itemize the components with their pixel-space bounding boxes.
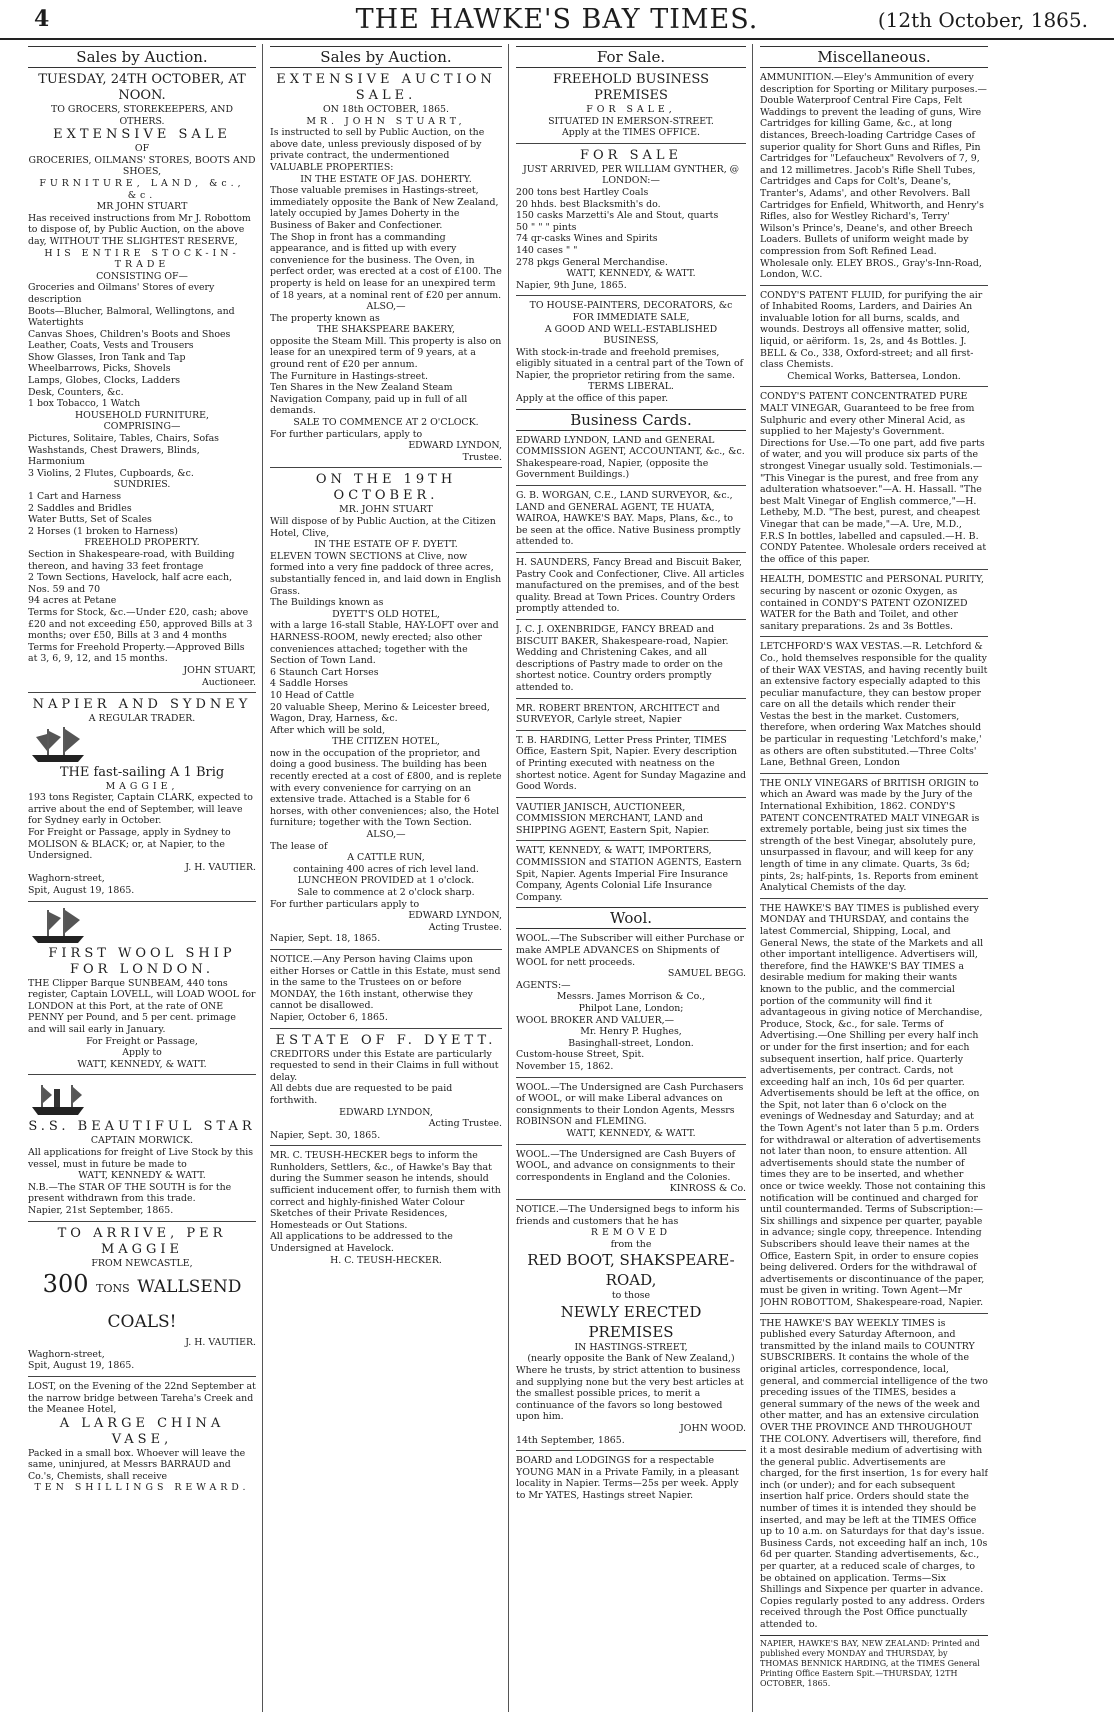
ad-line: Mr. Henry P. Hughes, [580,1026,682,1038]
ad-line: EDWARD LYNDON, [408,440,502,452]
ad-line: BOARD and LODGINGS for a respectable YOUNG MAN in a Private Family, in a pleasant locality in Napier. Terms—25s per week. Apply to Mr YATES, Hastings street Napier. [516,1455,739,1501]
ad-line: NOTICE.—The Undersigned begs to inform his friends and customers that he has [516,1203,740,1227]
ad-line: SAMUEL BEGG. [667,968,746,980]
sketches-ad [270,1145,502,1266]
ad-line: Spit, August 19, 1865. [28,1360,135,1372]
ad-line: GROCERIES, OILMANS' STORES, BOOTS AND SHOES, [28,154,256,178]
business-card: J. C. J. OXENBRIDGE, FANCY BREAD and BISCUIT BAKER, Shakespeare-road, Napier. Wedding and Christening Cakes, and all descriptions of Pastry made to order on the shortest notice. Country orders promptly attended to. [516,619,746,694]
ad-line: CONSISTING OF— [96,270,188,282]
ad-line: opposite the Steam Mill. This property is also on lease for an unexpired term of 9 years, at a ground rent of £20 per annum. [270,335,502,371]
ad-line: JOHN STUART, [183,664,256,676]
column-heading: Sales by Auction. [28,46,256,68]
ad-line: 2 Town Sections, Havelock, half acre each, Nos. 59 and 70 [28,572,233,595]
ad-line: Show Glasses, Iron Tank and Tap [28,351,186,363]
notice-ad-claims [270,949,502,1024]
ad-line: 14th September, 1865. [516,1434,625,1446]
ad-line: Napier, Sept. 30, 1865. [270,1129,381,1141]
ad-line: MR. JOHN STUART, [306,115,466,127]
ammunition-ad: AMMUNITION.—Eley's Ammunition of every description for Sporting or Military purposes.—Double Waterproof Central Fire Caps, Felt Waddings to prevent the leading of guns, Wire Cartridges for killing Game, &c., at long distances, Breech-loading Cartridge Cases of superior quality for Short Guns and Rifles, Pin Cartridges for "Lefaucheux" Revolvers of 7, 9, and 12 millimetres. Jacob's Rifle Shell Tubes, Cartridges and Caps for Colt's, Deane's, Tranter's, Adams', and other Revolvers. Ball Cartridges for Enfield, Whitworth, and Henry's Rifles, also for Westley Richard's, Terry' Wilson's Prince's, Deane's, and other Breech Loaders. Bullets of uniform weight made by compression from Soft Refined Lead. Wholesale only. ELEY BROS., Gray's-Inn-Road, London, W.C. [760,72,987,281]
ad-line: SUNDRIES. [113,479,171,491]
ad-line: SALE TO COMMENCE AT 2 O'CLOCK. [293,417,479,429]
ad-line: Wagon, Dray, Harness, &c. [270,713,398,725]
ad-line: Apply at the TIMES OFFICE. [562,127,700,139]
business-card: H. SAUNDERS, Fancy Bread and Biscuit Baker, Pastry Cook and Confectioner, Clive. All articles manufactured on the premises, and of the best quality. Bread at Town Prices. Country Orders promptly attended to. [516,552,746,615]
ad-line: 50 " " " pints [516,221,577,233]
ad-line: Waghorn-street, [28,1348,105,1360]
ad-line: Napier, 9th June, 1865. [516,279,627,291]
ad-line: WOOL BROKER AND VALUER,— [516,1014,674,1026]
ad-line: FURNITURE, LAND, &c., &c. [39,177,245,201]
ad-line: 4 Saddle Horses [270,678,348,690]
ad-line: Lamps, Globes, Clocks, Ladders [28,375,181,387]
ad-line: Where he trusts, by strict attention to business and supplying none but the very best articles at the smallest possible prices, to merit a continuance of the favors so long bestowed upon him. [516,1365,744,1423]
ad-line: Trustee. [462,451,502,463]
ad-line: J. H. VAUTIER. [185,1337,256,1349]
ad-line: FREEHOLD PROPERTY. [84,537,200,549]
ad-line: The property known as [270,312,380,324]
ad-line: Terms for Stock, &c.—Under £20, cash; above £20 and not exceeding £50, approved Bills at 3 months; over £50, Bills at 3 and 4 months [28,606,253,642]
ad-line: TUESDAY, 24TH OCTOBER, AT NOON. [38,72,246,103]
ad-line: FROM NEWCASTLE, [91,1257,193,1269]
ad-line: Waghorn-street, [28,873,105,885]
ad-line: FOR IMMEDIATE SALE, [572,311,690,323]
sale-ad-william-gynther [516,143,746,292]
ad-line: DYETT'S OLD HOTEL, [332,608,440,620]
ad-line: HIS ENTIRE STOCK-IN-TRADE [44,247,240,271]
ad-line: JUST ARRIVED, PER WILLIAM GYNTHER, @ LONDON:— [522,163,740,187]
ad-line: ON 18th OCTOBER, 1865. [323,104,449,115]
ad-line: Is instructed to sell by Public Auction, on the above date, unless previously disposed of by private contract, the undermentioned VALUABLE PROPERTIES: [270,127,485,173]
ad-line: 2 Saddles and Bridles [28,502,132,514]
ad-line: 3 Violins, 2 Flutes, Cupboards, &c. [28,467,194,479]
malt-vinegar-ad: CONDY'S PATENT CONCENTRATED PURE MALT VINEGAR, Guaranteed to be free from Sulphuric and every other Mineral Acid, as supplied to her Majesty's Government. Directions for Use.—To one part, add five parts of water, and you will produce six parts of the strongest Vinegar usually sold. Testimonials.— "This Vinegar is the purest, and free from any adulteration whatsoever."—A. H. Hassall. "The best Malt Vinegar of English commerce,"—H. Letheby, M.D. "The best, purest, and cheapest Vinegar that can be made,"—A. Ure, M.D., F.R.S In bottles, labelled and capsuled.—H. B. CONDY Patentee. Wholesale orders received at the office of this paper. [760,386,988,565]
ad-line: The Shop in front has a commanding appearance, and is fitted up with every convenience for the business. The Oven, in perfect order, was erected at a cost of £100. The property is held on lease for an unexpired term of 18 years, at a nominal rent of £20 per annum. [270,231,502,301]
ad-line: Spit, August 19, 1865. [28,885,135,897]
ad-line: Canvas Shoes, Children's Boots and Shoes [28,328,231,340]
business-card: EDWARD LYNDON, LAND and GENERAL COMMISSION AGENT, ACCOUNTANT, &c., &c. Shakespeare-road, Napier, (opposite the Government Buildings.) [516,434,745,481]
ad-line: CAPTAIN MORWICK. [90,1135,194,1147]
ad-line: November 15, 1862. [516,1060,614,1072]
ad-line: 200 tons best Hartley Coals [516,186,649,198]
section-heading: Wool. [516,907,746,929]
ad-line: WOOL.—The Subscriber will either Purchase or make AMPLE ADVANCES on Shipments of WOOL for nett proceeds. [516,933,744,968]
business-card: MR. ROBERT BRENTON, ARCHITECT and SURVEYOR, Carlyle street, Napier [516,698,746,726]
ad-line: FOR SALE, [586,104,676,115]
ad-line: IN THE ESTATE OF F. DYETT. [314,539,458,551]
column-miscellaneous [760,44,988,1714]
ad-line: 20 valuable Sheep, Merino & Leicester breed, [270,701,490,713]
ad-line: MR. C. TEUSH-HECKER begs to inform the Runholders, Settlers, &c., of Hawke's Bay that during the Summer season he intends, should sufficient inducement offer, to furnish them with correct and highly-finished Water Colour Sketches of their Private Residences, Homesteads or Out Stations. [270,1150,501,1231]
ad-line: containing 400 acres of rich level land. [293,863,479,875]
business-card: WATT, KENNEDY, & WATT, IMPORTERS, COMMISSION and STATION AGENTS, Eastern Spit, Napier. Agents Imperial Fire Insurance Company, Agents Colonial Life Insurance Company. [516,840,746,903]
ad-line: 2 Horses (1 broken to Harness) [28,525,178,537]
ad-line: All debts due are requested to be paid forthwith. [270,1083,453,1106]
printer-imprint: NAPIER, HAWKE'S BAY, NEW ZEALAND: Printed and published every MONDAY and THURSDAY, by THOMAS BENNICK HARDING, at the TIMES General Printing Office Eastern Spit.—THURSDAY, 12TH OCTOBER, 1865. [760,1635,988,1689]
british-vinegars-ad: THE ONLY VINEGARS of BRITISH ORIGIN to which an Award was made by the Jury of the International Exhibition, 1862. CONDY'S PATENT CONCENTRATED MALT VINEGAR is extremely portable, being just six times the strength of the best Vinegar, absolutely pure, unsurpassed in flavour, and will keep for any length of time in any climate. Quarts, 3s 6d; pints, 2s; half-pints, 1s. Reports from eminent Analytical Chemists of the day. [760,773,988,894]
ad-line: S.S. BEAUTIFUL STAR [28,1119,256,1135]
business-card: VAUTIER JANISCH, AUCTIONEER, COMMISSION MERCHANT, LAND and SHIPPING AGENT, Eastern Spit, Napier. [516,797,746,837]
ad-line: Boots—Blucher, Balmoral, Wellingtons, and Watertights [28,305,235,329]
shipping-ad-beautiful-star [28,1074,256,1216]
ad-line: 193 tons Register, Captain CLARK, expected to arrive about the end of September, will leave for Sydney early in October. [28,792,253,827]
weekly-times-notice: THE HAWKE'S BAY WEEKLY TIMES is published every Saturday Afternoon, and transmitted by the inland mails to COUNTRY SUBSCRIBERS. It contains the whole of the original articles, correspondence, local, general, and commercial intelligence of the two preceding issues of the TIMES, besides a general summary of the news of the week and other matter, and has an extensive circulation OVER THE PROVINCE AND THROUGHOUT THE COLONY. Advertisers will, therefore, find it a most desirable medium of advertising with the general public. Advertisements are charged, for the first insertion, 1s for every half inch (or under); and for each subsequent insertion half price. Orders should state the number of times it is intended they should be inserted, and may be left at the TIMES Office up to 10 a.m. on Saturdays for that day's issue. Business Cards, not exceeding half an inch, 10s 6d per quarter. Standing advertisements, &c., per quarter, at a reduced scale of charges, to be obtained on application. Terms—Six Shillings and Sixpence per quarter in advance. Copies regularly posted to any address. Orders received through the Post Office punctually attended to. [760,1313,988,1631]
ad-line: Napier, Sept. 18, 1865. [270,933,381,945]
ad-line: Desk, Counters, &c. [28,386,124,398]
ad-line: JOHN WOOD. [680,1423,746,1435]
wool-ad-watt [516,1077,746,1140]
ad-line: Napier, 21st September, 1865. [28,1204,174,1216]
business-card: G. B. WORGAN, C.E., LAND SURVEYOR, &c., LAND and GENERAL AGENT, TE HUATA, WAIROA, HAWKE'S BAY. Maps, Plans, &c., to be seen at the office. Native Business promptly attended to. [516,485,746,548]
ad-line: All applications to be addressed to the Undersigned at Havelock. [270,1231,453,1255]
ad-line: RED BOOT, SHAKSPEARE-ROAD, [527,1251,735,1290]
auction-ad-doherty [270,72,502,463]
lost-vase-ad [28,1376,256,1494]
ad-line: 1 Cart and Harness [28,491,121,502]
ad-line: NEWLY ERECTED PREMISES [560,1302,702,1341]
ad-line: EDWARD LYNDON, [339,1106,433,1118]
ship-icon [28,725,256,765]
auction-ad-dyett [270,467,502,945]
ad-line: REMOVED [590,1227,672,1239]
steamship-icon [28,1079,256,1119]
ad-line: COMPRISING— [103,421,181,433]
column-sales-by-auction-1 [28,44,256,1714]
ad-line: A GOOD AND WELL-ESTABLISHED BUSINESS, [544,323,718,347]
ad-line: KINROSS & Co. [669,1183,746,1195]
wool-ad-kinross [516,1144,746,1195]
ad-line: 74 qr-casks Wines and Spirits [516,233,658,245]
column-heading: Sales by Auction. [270,46,502,68]
business-card: T. B. HARDING, Letter Press Printer, TIMES Office, Eastern Spit, Napier. Every description of Printing executed with neatness on the shortest notice. Agent for Sunday Magazine and Good Words. [516,730,746,793]
column-rule [508,44,509,1712]
ad-line: Groceries and Oilmans' Stores of every description [28,282,215,305]
ad-line: Philpot Lane, London; [578,1003,684,1014]
ad-line: from the [610,1238,652,1250]
ad-line: Basinghall-street, London. [568,1037,694,1049]
ad-line: with a large 16-stall Stable, HAY-LOFT over and HARNESS-ROOM, newly erected; also other conveniences attached; together with the Section of Town Land. [270,620,499,667]
sale-ad-business-premises [516,72,746,139]
ad-line: WALLSEND COALS! [107,1277,242,1333]
ad-line: 140 cases " " [516,244,578,256]
ad-line: THE CITIZEN HOTEL, [332,736,440,748]
ad-line: All applications for freight of Live Stock by this vessel, must in future be made to [28,1146,254,1170]
ad-line: A REGULAR TRADER. [88,713,196,725]
ad-line: For further particulars, apply to [270,428,423,440]
ad-line: MAGGIE, [105,780,179,792]
ad-line: Sale to commence at 2 o'clock sharp. [297,887,475,898]
ad-line: TERMS LIBERAL. [588,381,674,393]
ad-line: Chemical Works, Battersea, London. [787,370,961,382]
ad-line: EXTENSIVE SALE [53,127,231,143]
ad-line: THE SHAKSPEARE BAKERY, [316,324,456,336]
ad-line: With stock-in-trade and freehold premises, eligibly situated in a central part of the Town of Napier, the proprietor retiring from the same. [516,346,744,381]
ad-line: H. C. TEUSH-HECKER. [330,1254,442,1266]
ad-line: TO GROCERS, STOREKEEPERS, AND OTHERS. [51,104,233,127]
column-rule [752,44,753,1712]
ad-line: Apply to [122,1047,162,1059]
ad-line: Napier, October 6, 1865. [270,1011,388,1023]
estate-ad-dyett [270,1028,502,1142]
ad-line: WOOL.—The Undersigned are Cash Buyers of WOOL, and advance on consignments to their correspondents in England and the Colonies. [516,1148,736,1183]
shipping-ad-wool-ship [28,901,256,1071]
ad-line: NAPIER AND SYDNEY [32,697,252,713]
section-heading: Business Cards. [516,409,746,431]
ad-line: Auctioneer. [201,676,256,688]
ad-line: EDWARD LYNDON, [408,910,502,922]
ad-line: The lease of [270,840,328,852]
ad-line: ALSO,— [366,829,406,841]
coal-ad [28,1221,256,1372]
ad-line: WOOL.—The Undersigned are Cash Purchasers of WOOL, or will make Liberal advances on consignments to their London Agents, Messrs ROBINSON and FLEMING. [516,1081,744,1128]
ad-line: OF [134,143,150,155]
newspaper-title: THE HAWKE'S BAY TIMES. [355,4,759,35]
ad-line: Pictures, Solitaire, Tables, Chairs, Sofas [28,433,219,445]
ad-line: AGENTS:— [516,979,571,991]
ad-line: Apply at the office of this paper. [516,393,669,405]
ad-line: For Freight or Passage, [86,1035,198,1047]
ad-line: CONDY'S PATENT FLUID, for purifying the air of Inhabited Rooms, Larders, and Dairies An invaluable lotion for all burns, scalds, and wounds. Destroys all offensive matter, solid, liquid, or aëriform. 1s, 2s, and 4s Bottles. J. BELL & Co., 338, Oxford-street; and all first-class Chemists. [760,289,983,371]
ad-line: LUNCHEON PROVIDED at 1 o'clock. [297,875,475,887]
ad-line: to those [611,1290,651,1302]
ad-line: Acting Trustee. [428,1118,502,1130]
issue-date: (12th October, 1865. [877,8,1088,32]
ad-line: THE fast-sailing A 1 Brig [59,764,225,780]
ad-line: For further particulars apply to [270,898,420,910]
ad-line: EXTENSIVE AUCTION SALE. [276,72,496,103]
ad-line: HOUSEHOLD FURNITURE, [74,409,210,421]
page-number: 4 [34,6,50,32]
ad-line: 300 [42,1270,89,1299]
ad-line: LOST, on the Evening of the 22nd September at the narrow bridge between Tareha's Creek and the Meanee Hotel, [28,1380,256,1416]
ad-line: Those valuable premises in Hastings-street, immediately opposite the Bank of New Zealand, lately occupied by James Doherty in the Business of Baker and Confectioner. [270,185,499,231]
ad-line: TEN SHILLINGS REWARD. [34,1482,250,1494]
removal-notice [516,1199,746,1446]
ad-line: Acting Trustee. [428,921,502,933]
ad-line: FIRST WOOL SHIP FOR LONDON. [48,945,236,977]
ad-line: SITUATED IN EMERSON-STREET. [548,115,714,127]
sale-ad-house-painters [516,295,746,404]
ad-line: 94 acres at Petane [28,595,117,607]
ad-line: MR JOHN STUART [96,201,188,213]
ad-line: 1 box Tobacco, 1 Watch [28,398,141,410]
ad-line: 20 hhds. best Blacksmith's do. [516,198,661,210]
column-rule [262,44,263,1712]
ad-line: ALSO,— [366,301,406,313]
ad-line: Ten Shares in the New Zealand Steam Navigation Company, paid up in full of all demands. [270,382,468,417]
ad-line: ESTATE OF F. DYETT. [275,1032,497,1048]
wool-ad-begg [516,933,746,1072]
ad-line: Terms for Freehold Property.—Approved Bills at 3, 6, 9, 12, and 15 months. [28,641,245,665]
shipping-ad-napier-sydney [28,692,256,897]
ad-line: A LARGE CHINA VASE, [59,1415,225,1447]
column-heading: Miscellaneous. [760,46,988,68]
ad-line: IN THE ESTATE OF JAS. DOHERTY. [300,173,472,185]
ad-line: Will dispose of by Public Auction, at the Citizen Hotel, Clive, [270,516,496,539]
ad-line: 6 Staunch Cart Horses [270,666,379,678]
ad-line: TO HOUSE-PAINTERS, DECORATORS, &c [529,300,733,312]
column-heading: For Sale. [516,46,746,68]
ship-icon [28,906,256,946]
ad-line: For Freight or Passage, apply in Sydney to MOLISON & BLACK; or, at Napier, to the Undersigned. [28,827,231,862]
ad-line: J. H. VAUTIER. [185,861,256,873]
ad-line: IN HASTINGS-STREET, [574,1341,688,1353]
ad-line: CREDITORS under this Estate are particularly requested to send in their Claims in full without delay. [270,1048,499,1083]
ad-line: 150 casks Marzetti's Ale and Stout, quarts [516,210,719,222]
ad-line: Has received instructions from Mr J. Robottom to dispose of, by Public Auction, on the above day, WITHOUT THE SLIGHTEST RESERVE, [28,212,251,247]
ad-line: FOR SALE [579,147,682,163]
ad-line: NOTICE.—Any Person having Claims upon either Horses or Cattle in this Estate, must send in the same to the Trustees on or before MONDAY, the 16th instant, otherwise they cannot be disallowed. [270,953,501,1012]
ad-line: ELEVEN TOWN SECTIONS at Clive, now formed into a very fine paddock of three acres, substantially fenced in, and laid down in English Grass. [270,550,502,597]
ad-line: THE Clipper Barque SUNBEAM, 440 tons register, Captain LOVELL, will LOAD WOOL for LONDON at this Port, at the rate of ONE PENNY per Pound, and 5 per cent. primage and will sail early in January. [28,977,256,1035]
ad-line: TO ARRIVE, PER MAGGIE [57,1225,227,1257]
ad-line: Messrs. James Morrison & Co., [556,991,706,1003]
ad-line: The Furniture in Hastings-street. [270,370,428,382]
column-sales-by-auction-2 [270,44,502,1714]
wax-vestas-ad: LETCHFORD'S WAX VESTAS.—R. Letchford & Co., hold themselves responsible for the quality of their WAX VESTAS, and having recently built an extensive factory especially adapted to this peculiar manufacture, they can bestow proper care on all the details which render their Vestas the best in the market. Customers, therefore, when ordering Wax Matches should be particular in requesting 'Letchford's make,' as others are often substituted.—Three Colts' Lane, Bethnal Green, London [760,636,988,769]
masthead [0,0,1114,40]
ad-line: N.B.—The STAR OF THE SOUTH is for the present withdrawn from this trade. [28,1181,232,1205]
ad-line: WATT, KENNEDY, & WATT. [77,1058,207,1070]
board-lodgings-ad [516,1450,746,1501]
ad-line: Water Butts, Set of Scales [28,514,152,526]
ad-line: now in the occupation of the proprietor, and doing a good business. The building has been recently erected at a cost of £800, and is replete with every convenience for carrying on an extensive trade. Attached is a Stable for 6 horses, with other conveniences; also, the Hotel furniture; together with the Town Section. [270,747,502,829]
ad-line: ON THE 19TH OCTOBER. [315,472,457,504]
ad-line: WATT, KENNEDY & WATT. [78,1170,206,1182]
ad-line: Washstands, Chest Drawers, Blinds, Harmonium [28,444,200,468]
ad-line: Wheelbarrows, Picks, Shovels [28,363,171,375]
ad-line: The Buildings known as [270,597,384,609]
ad-line: WATT, KENNEDY, & WATT. [566,1127,696,1139]
ad-line: Leather, Coats, Vests and Trousers [28,340,194,352]
ad-line: Custom-house Street, Spit. [516,1049,645,1061]
ad-line: Section in Shakespeare-road, with Building thereon, and having 33 feet frontage [28,548,235,572]
ad-line: 10 Head of Cattle [270,689,355,701]
condys-fluid-ad [760,285,988,383]
hawkes-bay-times-notice: THE HAWKE'S BAY TIMES is published every MONDAY and THURSDAY, and contains the latest Commercial, Shipping, Local, and General News, the state of the Markets and all other important intelligence. Advertisers will, therefore, find the HAWKE'S BAY TIMES a desirable medium for making their wants known to the public, and the commercial portion of the community will find it advantageous in giving notice of Merchandise, Produce, Stock, &c., for sale. Terms of Advertising.—One Shilling per every half inch or under for the first insertion; and for each subsequent insertion, half price. Quarterly advertisements, per contract. Cards, not exceeding half an inch, 10s 6d per quarter. Advertisements should be left at the office, on the Spit, not later than 6 o'clock on the evenings of Wednesday and Saturday; and at the Town Agent's not later than 5 p.m. Orders for withdrawal or alteration of advertisements not later than noon, to ensure attention. All advertisements should state the number of times they are to be inserted, and whether once or twice weekly. Those not containing this notification will be continued and charged for until countermanded. Terms of Subscription:—Six shillings and sixpence per quarter, payable in advance; single copy, threepence. Intending Subscribers should leave their names at the Office, Eastern Spit, in order to ensure copies being delivered. Orders for the withdrawal of advertisements or discontinuance of the paper, must be given in writing. Town Agent—Mr JOHN ROBOTTOM, Shakespeare-road, Napier. [760,898,988,1309]
ad-line: TONS [96,1282,130,1296]
ad-line: Packed in a small box. Whoever will leave the same, uninjured, at Messrs BARRAUD and Co.'s, Chemists, shall receive [28,1447,246,1482]
ad-line: MR. JOHN STUART [339,504,433,516]
ad-line: A CATTLE RUN, [347,852,425,864]
ad-line: FREEHOLD BUSINESS PREMISES [553,72,709,103]
ad-line: After which will be sold, [270,724,386,736]
ad-line: 278 pkgs General Merchandise. [516,256,668,268]
ozonized-water-ad: HEALTH, DOMESTIC and PERSONAL PURITY, securing by nascent or ozonic Oxygen, as contained in CONDY'S PATENT OZONIZED WATER for the Bath and Toilet, and other sanitary preparations. 2s and 3s Bottles. [760,569,988,632]
ad-line: WATT, KENNEDY, & WATT. [566,268,696,280]
auction-ad-groceries [28,72,256,688]
ad-line: (nearly opposite the Bank of New Zealand,) [527,1353,735,1365]
column-for-sale [516,44,746,1714]
